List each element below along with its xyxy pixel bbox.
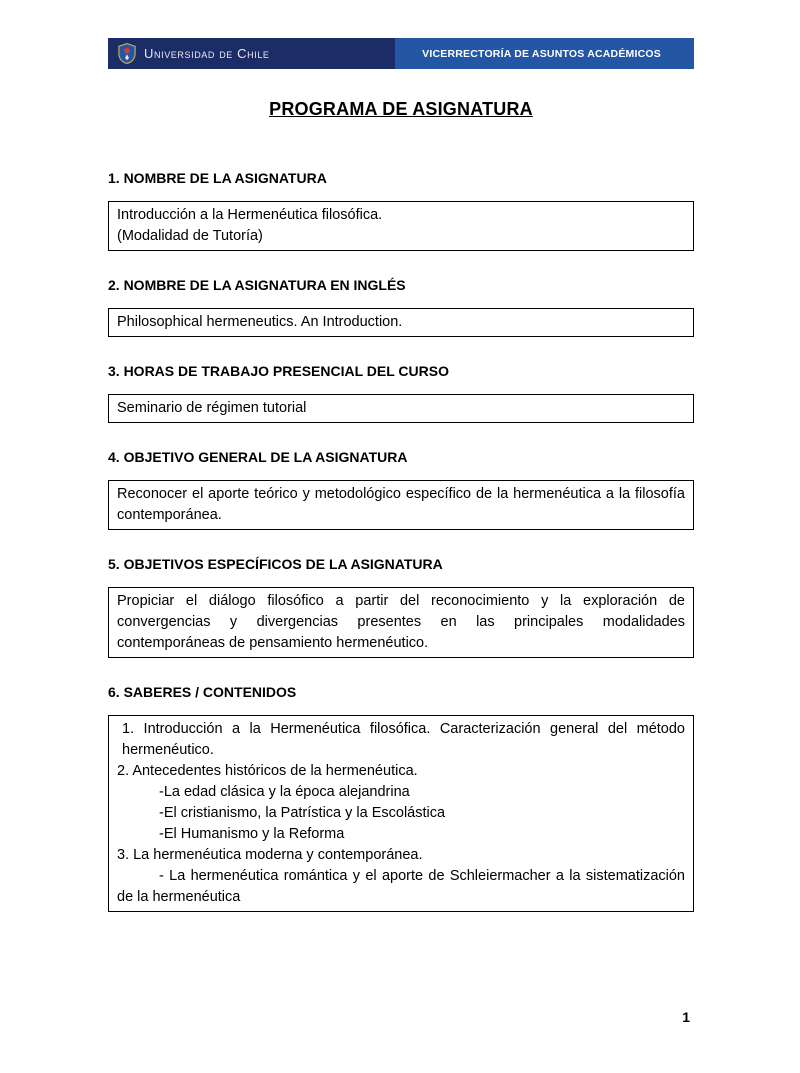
department-name: VICERRECTORÍA DE ASUNTOS ACADÉMICOS: [422, 47, 661, 60]
box-text: 3. La hermenéutica moderna y contemporánea.: [117, 847, 423, 863]
section-nombre-ingles: [108, 277, 694, 337]
objetivos-especificos-box: [108, 587, 694, 658]
header-banner: [108, 38, 694, 69]
section-nombre-asignatura: [108, 170, 694, 251]
section-saberes-contenidos: [108, 684, 694, 912]
box-text: (Modalidad de Tutoría): [117, 228, 263, 244]
box-text: Seminario de régimen tutorial: [117, 400, 307, 416]
box-text: Reconocer el aporte teórico y metodológico específico de la hermenéutica a la filosofía contemporánea.: [117, 486, 685, 523]
box-text: -El cristianismo, la Patrística y la Escolástica: [159, 805, 446, 821]
page-title: PROGRAMA DE ASIGNATURA: [269, 99, 533, 119]
page-number: 1: [682, 1009, 690, 1025]
box-text: 1. Introducción a la Hermenéutica filosófica. Caracterización general del método hermenéutico.: [122, 721, 685, 758]
box-text: Introducción a la Hermenéutica filosófica.: [117, 207, 383, 223]
section-heading: 1. NOMBRE DE LA ASIGNATURA: [108, 170, 327, 186]
nombre-asignatura-box: [108, 201, 694, 251]
university-name: Universidad de Chile: [144, 46, 270, 61]
box-text: -La edad clásica y la época alejandrina: [159, 784, 410, 800]
section-objetivos-especificos: [108, 556, 694, 658]
section-heading: 5. OBJETIVOS ESPECÍFICOS DE LA ASIGNATURA: [108, 556, 443, 572]
box-text: Propiciar el diálogo filosófico a partir del reconocimiento y la exploración de convergencias y divergencias presentes en las principales modalidades contemporáneas de pensamiento hermenéutico.: [117, 593, 685, 651]
objetivo-general-box: [108, 480, 694, 530]
nombre-ingles-box: [108, 308, 694, 337]
box-text: 2. Antecedentes históricos de la hermenéutica.: [117, 763, 418, 779]
section-heading: 2. NOMBRE DE LA ASIGNATURA EN INGLÉS: [108, 277, 406, 293]
university-logo: [108, 38, 395, 69]
section-horas-trabajo: [108, 363, 694, 423]
section-heading: 6. SABERES / CONTENIDOS: [108, 684, 297, 700]
section-objetivo-general: [108, 449, 694, 530]
box-text: -El Humanismo y la Reforma: [159, 826, 345, 842]
horas-trabajo-box: [108, 394, 694, 423]
section-heading: 3. HORAS DE TRABAJO PRESENCIAL DEL CURSO: [108, 363, 449, 379]
box-text: Philosophical hermeneutics. An Introduction.: [117, 314, 403, 330]
section-heading: 4. OBJETIVO GENERAL DE LA ASIGNATURA: [108, 449, 408, 465]
document-page: [108, 38, 694, 912]
box-text: - La hermenéutica romántica y el aporte de Schleiermacher a la sistematización de la hermenéutica: [117, 868, 685, 905]
saberes-contenidos-box: [108, 715, 694, 912]
banner-department: [395, 38, 694, 69]
university-crest-icon: [118, 42, 136, 65]
